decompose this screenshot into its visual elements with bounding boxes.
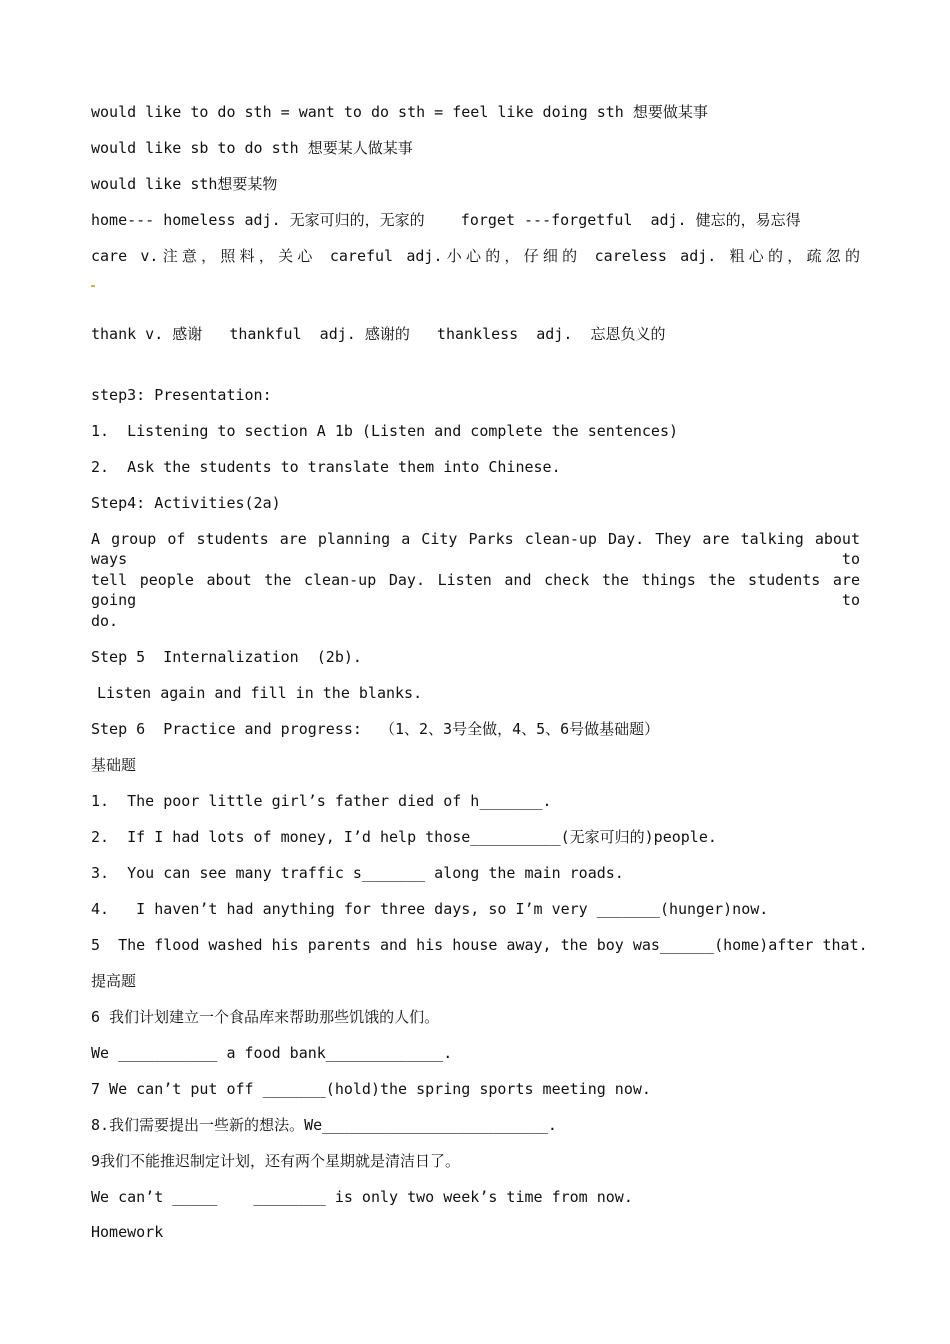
step3-item-1: 1. Listening to section A 1b (Listen and complete the sentences) bbox=[91, 422, 678, 440]
step4-title: Step4: Activities(2a) bbox=[91, 494, 281, 512]
basic-question-4: 4. I haven’t had anything for three days, so I’m very _______(hunger)now. bbox=[91, 900, 769, 918]
basic-question-2: 2. If I had lots of money, I’d help those__________(无家可归的)people. bbox=[91, 828, 717, 846]
basic-question-5: 5 The flood washed his parents and his house away, the boy was______(home)after that. bbox=[91, 936, 868, 954]
step3-title: step3: Presentation: bbox=[91, 386, 272, 404]
vocab-line-1: would like to do sth = want to do sth = feel like doing sth 想要做某事 bbox=[91, 103, 708, 121]
advanced-question-7: 7 We can’t put off _______(hold)the spring sports meeting now. bbox=[91, 1080, 651, 1098]
vocab-line-6: thank v. 感谢 thankful adj. 感谢的 thankless adj. 忘恩负义的 bbox=[91, 325, 666, 343]
vocab-line-5: care v.注意，照料，关心 careful adj.小心的，仔细的 careless adj. 粗心的，疏忽的 bbox=[91, 247, 860, 265]
step3-item-2: 2. Ask the students to translate them into Chinese. bbox=[91, 458, 561, 476]
advanced-question-6-english: We ___________ a food bank_____________. bbox=[91, 1044, 453, 1062]
edit-mark bbox=[91, 285, 95, 287]
homework-heading: Homework bbox=[91, 1223, 164, 1241]
advanced-question-6-chinese: 6 我们计划建立一个食品库来帮助那些饥饿的人们。 bbox=[91, 1008, 440, 1026]
step6-title: Step 6 Practice and progress: （1、2、3号全做，4、5、6号做基础题） bbox=[91, 720, 660, 738]
basic-question-1: 1. The poor little girl’s father died of h_______. bbox=[91, 792, 552, 810]
advanced-question-9-chinese: 9我们不能推迟制定计划，还有两个星期就是清洁日了。 bbox=[91, 1152, 461, 1170]
advanced-heading: 提高题 bbox=[91, 972, 137, 990]
step4-text-line-2: tell people about the clean-up Day. Listen and check the things the students are going to bbox=[91, 571, 860, 609]
step4-text-line-1: A group of students are planning a City Parks clean-up Day. They are talking about ways to bbox=[91, 530, 860, 568]
step5-title: Step 5 Internalization (2b). bbox=[91, 648, 362, 666]
vocab-line-2: would like sb to do sth 想要某人做某事 bbox=[91, 139, 413, 157]
step5-text: Listen again and fill in the blanks. bbox=[97, 684, 423, 702]
step4-text-line-3: do. bbox=[91, 612, 119, 630]
advanced-question-8: 8.我们需要提出一些新的想法。We_________________________. bbox=[91, 1116, 557, 1134]
basic-heading: 基础题 bbox=[91, 756, 137, 774]
vocab-line-3: would like sth想要某物 bbox=[91, 175, 278, 193]
basic-question-3: 3. You can see many traffic s_______ along the main roads. bbox=[91, 864, 624, 882]
advanced-question-9-english: We can’t _____ ________ is only two week’s time from now. bbox=[91, 1188, 633, 1206]
vocab-line-4: home--- homeless adj. 无家可归的，无家的 forget ---forgetful adj. 健忘的，易忘得 bbox=[91, 211, 801, 229]
